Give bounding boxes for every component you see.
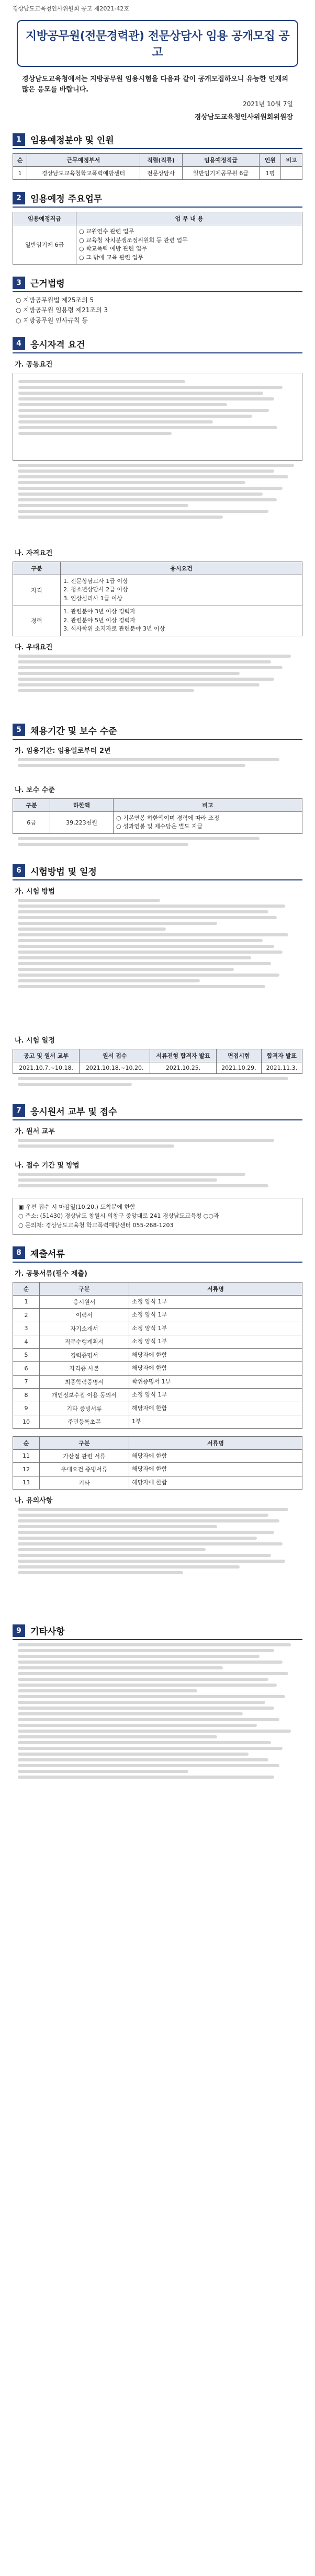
caution-text	[18, 1508, 302, 1612]
section-8-header	[13, 1246, 302, 1263]
table-cell: 해당자에 한함	[129, 1449, 302, 1463]
subsection-title: 나. 유의사항	[15, 1497, 53, 1505]
table-cell: 경상남도교육청학교폭력예방센터	[27, 167, 140, 180]
table-header: 구분	[13, 562, 61, 575]
table-cell	[281, 167, 302, 180]
table-header: 구분	[40, 1436, 129, 1449]
table-header: 직렬(직류)	[140, 154, 182, 167]
other-notes-text	[18, 1643, 302, 1842]
preference-text	[18, 655, 302, 712]
table-cell: 2021.10.29.	[216, 1062, 261, 1073]
table-cell: 6	[13, 1362, 40, 1376]
position-table	[13, 153, 302, 180]
table-row	[13, 1463, 302, 1476]
table-header: 서류명	[129, 1436, 302, 1449]
table-row	[13, 1449, 302, 1463]
period-text	[18, 758, 302, 779]
table-header: 순	[13, 1436, 40, 1449]
exam-method-text	[18, 899, 302, 1029]
table-header: 업 무 내 용	[76, 212, 302, 225]
table-cell: 자격증 사본	[40, 1362, 129, 1376]
subsection-title: 가. 원서 교부	[15, 1127, 55, 1136]
subsection-title: 나. 시험 일정	[15, 1036, 55, 1045]
schedule-table	[13, 1049, 302, 1074]
law-item: ○ 지방공무원 임용령 제21조의 3	[16, 306, 108, 314]
requirement-box	[13, 373, 302, 461]
table-cell: 해당자에 한함	[129, 1476, 302, 1490]
table-cell: 일반임기제공무원 6급	[182, 167, 260, 180]
table-cell: 경력증명서	[40, 1348, 129, 1362]
header-notice: 경상남도교육청인사위원회 공고 제2021-42호	[13, 5, 129, 12]
table-cell: 2021.11.3.	[261, 1062, 302, 1073]
table-row	[13, 605, 302, 636]
section-number: 1	[13, 133, 25, 146]
table-cell: 전문상담사	[140, 167, 182, 180]
law-item: ○ 지방공무원 인사규칙 등	[16, 316, 88, 324]
table-row	[13, 225, 302, 265]
salary-table	[13, 798, 302, 834]
documents-table-additional	[13, 1436, 302, 1490]
table-header: 인원	[260, 154, 281, 167]
table-row	[13, 575, 302, 605]
table-cell: ○ 교원연수 관련 업무 ○ 교육청 자치분쟁조정위원회 등 관련 업무 ○ 학교폭력 예방 관련 업무 ○ 그 밖에 교육 관련 업무	[76, 225, 302, 265]
table-cell: 해당자에 한함	[129, 1463, 302, 1476]
table-cell: 자격	[13, 575, 61, 605]
table-row	[13, 1062, 302, 1073]
table-header: 임용예정직급	[13, 212, 76, 225]
table-cell: 소정 양식 1부	[129, 1389, 302, 1402]
table-cell: 개인정보수집·이용 동의서	[40, 1389, 129, 1402]
table-cell: 기타	[40, 1476, 129, 1490]
table-row	[13, 1309, 302, 1322]
section-7-header	[13, 1104, 302, 1120]
table-cell: 해당자에 한함	[129, 1348, 302, 1362]
table-cell: 2021.10.18.~10.20.	[80, 1062, 150, 1073]
table-cell: 6급	[13, 811, 50, 833]
table-cell: 1. 관련분야 3년 이상 경력자 2. 관련분야 5년 이상 경력자 3. 석사학위 소지자로 관련분야 3년 이상	[61, 605, 302, 636]
section-9-header	[13, 1624, 302, 1640]
table-cell: 소정 양식 1부	[129, 1295, 302, 1309]
table-cell: 8	[13, 1389, 40, 1402]
table-cell: 1명	[260, 167, 281, 180]
documents-table	[13, 1282, 302, 1429]
table-header: 구분	[13, 798, 50, 811]
table-row	[13, 1335, 302, 1349]
subsection-title: 가. 공통요건	[15, 360, 53, 369]
salary-note	[18, 837, 302, 853]
table-cell: 소정 양식 1부	[129, 1322, 302, 1335]
subsection-title: 가. 임용기간: 임용일로부터 2년	[15, 747, 111, 755]
table-cell: 39,223천원	[50, 811, 114, 833]
table-cell: 이력서	[40, 1309, 129, 1322]
table-cell: 직무수행계획서	[40, 1335, 129, 1349]
table-cell: 11	[13, 1449, 40, 1463]
section-6-header	[13, 864, 302, 880]
table-cell: 9	[13, 1402, 40, 1415]
section-5-header	[13, 724, 302, 740]
section-number: 7	[13, 1104, 25, 1117]
subsection-title: 나. 보수 수준	[15, 786, 55, 794]
table-header: 구분	[40, 1282, 129, 1295]
section-title: 응시자격 요건	[30, 339, 85, 350]
law-item: ○ 지방공무원법 제25조의 5	[16, 296, 94, 304]
table-header: 순	[13, 154, 27, 167]
qualification-table	[13, 562, 302, 636]
duties-table	[13, 212, 302, 265]
application-text	[18, 1173, 302, 1194]
intro-text: 경상남도교육청에서는 지방공무원 임용시험을 다음과 같이 공개모집하오니 유능한 인재의 많은 응모를 바랍니다.	[22, 75, 288, 94]
table-cell: 최종학력증명서	[40, 1375, 129, 1389]
table-cell: 10	[13, 1415, 40, 1429]
section-title: 응시원서 교부 및 접수	[30, 1106, 117, 1117]
table-cell: 해당자에 한함	[129, 1402, 302, 1415]
table-cell: 경력	[13, 605, 61, 636]
table-row	[13, 1295, 302, 1309]
table-cell: 자기소개서	[40, 1322, 129, 1335]
table-cell: 1	[13, 1295, 40, 1309]
table-header: 비고	[281, 154, 302, 167]
table-cell: 주민등록초본	[40, 1415, 129, 1429]
table-cell: 소정 양식 1부	[129, 1335, 302, 1349]
table-cell: 13	[13, 1476, 40, 1490]
table-row	[13, 1348, 302, 1362]
section-number: 8	[13, 1246, 25, 1259]
notice-date: 2021년 10월 7일	[243, 100, 293, 108]
table-row	[13, 1362, 302, 1376]
section-title: 제출서류	[30, 1249, 65, 1260]
table-header: 응시요건	[61, 562, 302, 575]
section-title: 기타사항	[30, 1627, 65, 1638]
table-row	[13, 167, 302, 180]
subsection-title: 나. 접수 기간 및 방법	[15, 1161, 80, 1170]
table-cell: 3	[13, 1322, 40, 1335]
table-cell: 가산점 관련 서류	[40, 1449, 129, 1463]
section-title: 시험방법 및 일정	[30, 866, 97, 877]
table-cell: 1. 전문상담교사 1급 이상 2. 청소년상담사 2급 이상 3. 임상심리사 1급 이상	[61, 575, 302, 605]
section-number: 2	[13, 192, 25, 204]
section-2-header	[13, 191, 302, 208]
subsection-title: 가. 시험 방법	[15, 887, 55, 896]
section-title: 채용기간 및 보수 수준	[30, 726, 117, 737]
section-title: 임용예정 주요업무	[30, 194, 103, 205]
table-header: 공고 및 원서 교부	[13, 1049, 80, 1062]
table-cell: 12	[13, 1463, 40, 1476]
subsection-title: 나. 자격요건	[15, 549, 53, 557]
table-cell: 학위증명서 1부	[129, 1375, 302, 1389]
table-header: 순	[13, 1282, 40, 1295]
table-cell: 소정 양식 1부	[129, 1309, 302, 1322]
section-number: 5	[13, 724, 25, 736]
section-number: 4	[13, 337, 25, 350]
schedule-note	[18, 1077, 302, 1093]
issuer: 경상남도교육청인사위원회위원장	[194, 113, 293, 122]
table-cell: 해당자에 한함	[129, 1362, 302, 1376]
table-cell: 4	[13, 1335, 40, 1349]
table-header: 임용예정직급	[182, 154, 260, 167]
section-1-header	[13, 133, 302, 149]
table-cell: 기타 증빙서류	[40, 1402, 129, 1415]
table-header: 서류전형 합격자 발표	[150, 1049, 217, 1062]
section-title: 임용예정분야 및 인원	[30, 135, 114, 146]
table-row	[13, 1402, 302, 1415]
table-row	[13, 1375, 302, 1389]
table-header: 근무예정부서	[27, 154, 140, 167]
table-cell: 2	[13, 1309, 40, 1322]
table-cell: 2021.10.25.	[150, 1062, 217, 1073]
table-row	[13, 1322, 302, 1335]
section-3-header	[13, 276, 302, 292]
table-cell: 일반임기제 6급	[13, 225, 76, 265]
table-cell: 1	[13, 167, 27, 180]
submission-box: ▣ 우편 접수 시 마감일(10.20.) 도착분에 한함 ○ 주소: (51430) 경상남도 창원시 의창구 중앙대로 241 경상남도교육청 ○○과 ○ 문의처: 경상남도교육청 학교폭력예방센터 055-268-1203	[13, 1198, 302, 1235]
page-title: 지방공무원(전문경력관) 전문상담사 임용 공개모집 공고	[17, 20, 298, 67]
table-header: 원서 접수	[80, 1049, 150, 1062]
table-cell: 응시원서	[40, 1295, 129, 1309]
subsection-title: 다. 우대요건	[15, 643, 53, 651]
section-4-header	[13, 337, 302, 353]
requirement-text	[18, 464, 302, 542]
table-row	[13, 1476, 302, 1490]
table-header: 서류명	[129, 1282, 302, 1295]
table-cell: ○ 기본연봉 하한액이며 경력에 따라 조정 ○ 성과연봉 및 제수당은 별도 지급	[114, 811, 302, 833]
table-row	[13, 1415, 302, 1429]
table-cell: 7	[13, 1375, 40, 1389]
table-header: 비고	[114, 798, 302, 811]
section-number: 6	[13, 864, 25, 877]
section-number: 3	[13, 277, 25, 289]
subsection-title: 가. 공통서류(필수 제출)	[15, 1269, 87, 1278]
table-header: 하한액	[50, 798, 114, 811]
table-cell: 5	[13, 1348, 40, 1362]
section-title: 근거법령	[30, 279, 65, 290]
table-header: 합격자 발표	[261, 1049, 302, 1062]
table-cell: 1부	[129, 1415, 302, 1429]
table-row	[13, 1389, 302, 1402]
table-header: 면접시험	[216, 1049, 261, 1062]
section-number: 9	[13, 1624, 25, 1637]
distribution-text	[18, 1139, 302, 1154]
table-cell: 우대요건 증빙서류	[40, 1463, 129, 1476]
table-cell: 2021.10.7.~10.18.	[13, 1062, 80, 1073]
table-row	[13, 811, 302, 833]
